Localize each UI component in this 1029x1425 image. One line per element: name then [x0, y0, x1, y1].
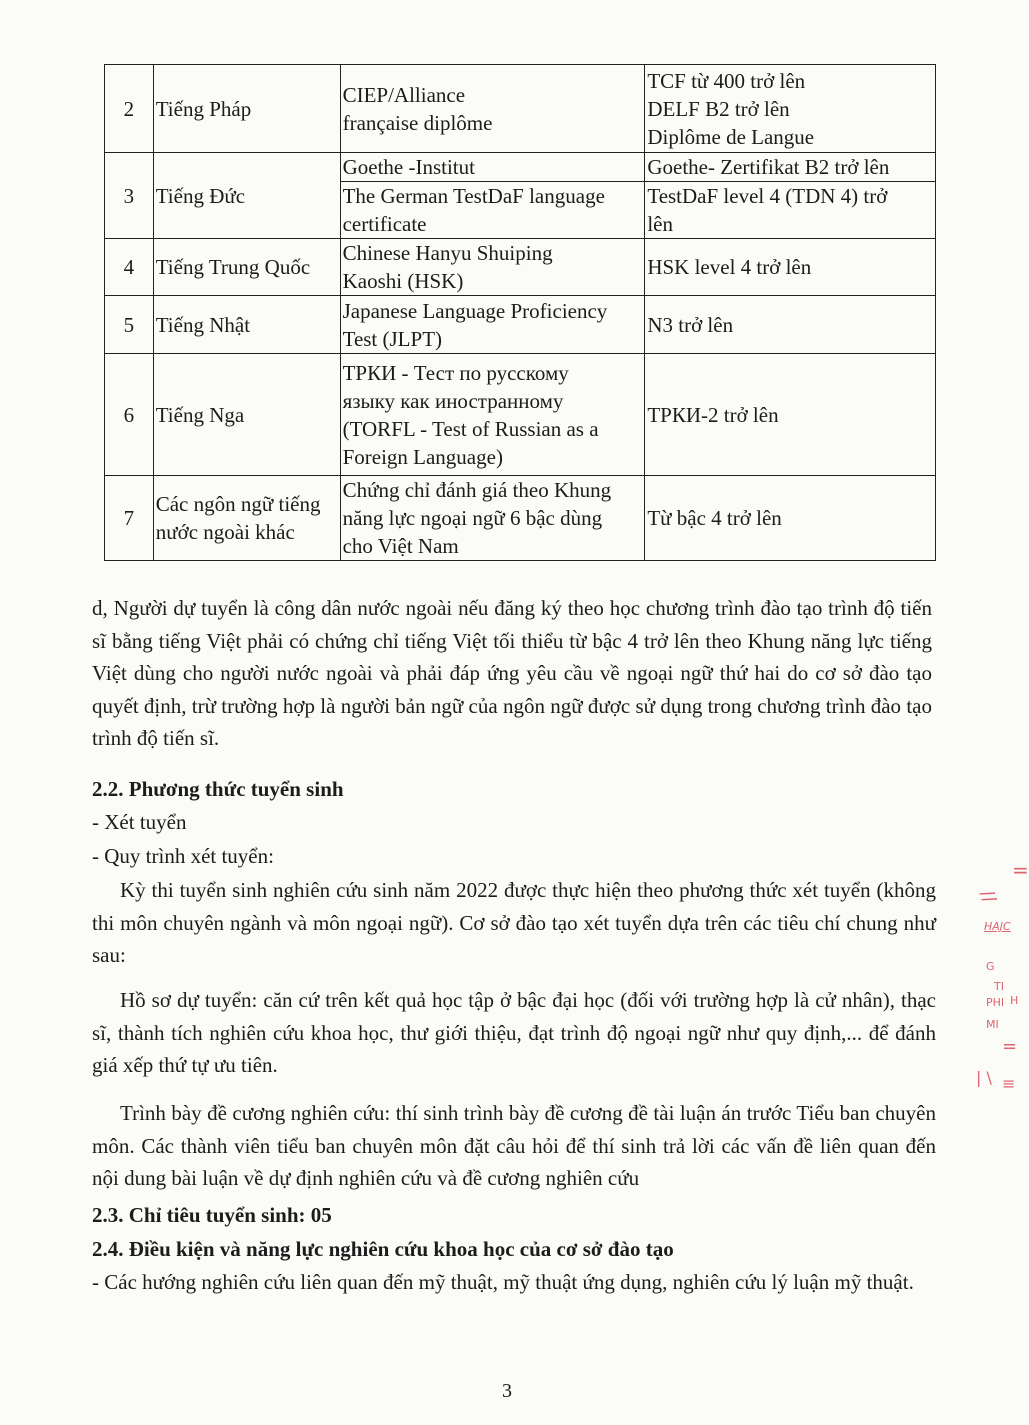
cell-certificate-line: CIEP/Alliance [342, 82, 466, 107]
cell-language [153, 354, 340, 476]
paragraph-ho-so: Hồ sơ dự tuyển: căn cứ trên kết quả học tập ở bậc đại học (đối với trường hợp là cử nhân), thạc sĩ, thành tích nghiên cứu khoa học, thư giới thiệu, đạt trình độ ngoại ngữ như quy định,... để đánh giá xếp thứ tự ưu tiên. [92, 988, 936, 1077]
cell-certificate-line: Japanese Language Proficiency [342, 298, 608, 323]
heading-2-2: 2.2. Phương thức tuyển sinh [92, 777, 344, 801]
table-row [105, 354, 936, 476]
stamp-text: TI [994, 980, 1004, 993]
list-item-quy-trinh: - Quy trình xét tuyển: [92, 844, 274, 868]
table-row [105, 296, 936, 354]
cell-level-line: ТРКИ-2 trở lên [647, 402, 779, 427]
cell-certificate-line: năng lực ngoại ngữ 6 bậc dùng [342, 506, 603, 530]
cell-certificate-line: языку как иностранному [342, 388, 564, 413]
cell-level [645, 153, 936, 182]
cell-language-line: nước ngoài khác [155, 520, 295, 544]
paragraph-trinh-bay: Trình bày đề cương nghiên cứu: thí sinh trình bày đề cương đề tài luận án trước Tiểu ban chuyên môn. Các thành viên tiểu ban chuyên môn đặt câu hỏi để thí sinh trả lời các vấn đề liên quan đến nội dung bài luận về dự định nghiên cứu và đề cương nghiên cứu [92, 1101, 936, 1190]
cell-level-line: TestDaF level 4 (TDN 4) trở [647, 184, 888, 208]
stamp-text: HAJC [984, 920, 1011, 933]
cell-level [645, 296, 936, 354]
page-number: 3 [502, 1380, 512, 1402]
cell-certificate [340, 65, 645, 153]
cell-language-line: Tiếng Trung Quốc [155, 255, 311, 279]
cell-level-line: N3 trở lên [647, 312, 734, 337]
cell-certificate [340, 239, 645, 296]
heading-2-4: 2.4. Điều kiện và năng lực nghiên cứu khoa học của cơ sở đào tạo [92, 1237, 674, 1261]
stamp-text: PHI [986, 996, 1005, 1009]
table-row [105, 239, 936, 296]
cell-level [645, 239, 936, 296]
cell-level-line: Từ bậc 4 trở lên [647, 506, 782, 530]
cell-language [153, 296, 340, 354]
paragraph-huong-nghien-cuu: - Các hướng nghiên cứu liên quan đến mỹ thuật, mỹ thuật ứng dụng, nghiên cứu lý luận mỹ thuật. [92, 1270, 914, 1294]
cell-language-line: Các ngôn ngữ tiếng [155, 492, 321, 516]
cell-certificate-line: Test (JLPT) [342, 326, 443, 351]
stamp-text: G [986, 960, 995, 973]
language-certificate-table [104, 64, 936, 561]
cell-certificate-line: The German TestDaF language [342, 184, 605, 208]
cell-certificate-line: Foreign Language) [342, 444, 503, 469]
list-item-xet-tuyen: - Xét tuyển [92, 810, 187, 834]
cell-language [153, 65, 340, 153]
cell-certificate [340, 476, 645, 561]
cell-certificate-line: certificate [342, 212, 427, 236]
cell-certificate-line: ТРКИ - Тест по русскому [342, 360, 569, 385]
cell-certificate-line: française diplôme [342, 110, 493, 135]
cell-level-line: DELF B2 trở lên [647, 96, 790, 121]
cell-number: 3 [105, 153, 154, 239]
cell-language [153, 239, 340, 296]
cell-number: 5 [105, 296, 154, 354]
red-stamp-partial: = // HAJC G TI PHI H MI = | \ ≡ [976, 858, 1029, 1093]
cell-level-line: TCF từ 400 trở lên [647, 68, 806, 93]
cell-level-line: HSK level 4 trở lên [647, 255, 812, 279]
cell-certificate-line: Chứng chỉ đánh giá theo Khung [342, 478, 612, 502]
cell-certificate-line: (TORFL - Test of Russian as a [342, 416, 599, 441]
cell-level [645, 476, 936, 561]
table-row [105, 65, 936, 153]
cell-number: 6 [105, 354, 154, 476]
cell-language-line: Tiếng Nga [155, 402, 245, 427]
cell-certificate [340, 296, 645, 354]
cell-certificate [340, 153, 645, 182]
cell-number: 2 [105, 65, 154, 153]
cell-language-line: Tiếng Đức [155, 183, 246, 208]
cell-language [153, 153, 340, 239]
cell-certificate [340, 182, 645, 239]
cell-level [645, 354, 936, 476]
cell-number: 7 [105, 476, 154, 561]
cell-level [645, 182, 936, 239]
cell-language-line: Tiếng Nhật [155, 312, 251, 337]
paragraph-d: d, Người dự tuyển là công dân nước ngoài nếu đăng ký theo học chương trình đào tạo trình độ tiến sĩ bằng tiếng Việt phải có chứng chỉ tiếng Việt tối thiểu từ bậc 4 trở lên theo Khung năng lực tiếng Việt dùng cho người nước ngoài và phải đáp ứng yêu cầu về ngoại ngữ thứ hai do cơ sở đào tạo quyết định, trừ trường hợp là người bản ngữ của ngôn ngữ được sử dụng trong chương trình đào tạo trình độ tiến sĩ. [92, 596, 932, 750]
cell-level [645, 65, 936, 153]
cell-level-line: Goethe- Zertifikat B2 trở lên [647, 155, 890, 179]
cell-certificate-line: Goethe -Institut [342, 155, 475, 179]
cell-certificate-line: Kaoshi (HSK) [342, 269, 464, 293]
table-row [105, 153, 936, 182]
paragraph-ky-thi: Kỳ thi tuyển sinh nghiên cứu sinh năm 2022 được thực hiện theo phương thức xét tuyển (không thi môn chuyên ngành và môn ngoại ngữ). Cơ sở đào tạo xét tuyển dựa trên các tiêu chí chung như sau: [92, 878, 936, 967]
cell-certificate-line: Chinese Hanyu Shuiping [342, 241, 553, 265]
cell-number: 4 [105, 239, 154, 296]
heading-2-3: 2.3. Chỉ tiêu tuyển sinh: 05 [92, 1203, 332, 1227]
stamp-text: H [1010, 994, 1019, 1007]
stamp-text: MI [986, 1018, 999, 1031]
cell-level-line: Diplôme de Langue [647, 124, 815, 149]
cell-certificate [340, 354, 645, 476]
cell-language-line: Tiếng Pháp [155, 96, 252, 121]
table-row [105, 476, 936, 561]
cell-level-line: lên [647, 212, 673, 236]
cell-certificate-line: cho Việt Nam [342, 534, 459, 558]
cell-language [153, 476, 340, 561]
